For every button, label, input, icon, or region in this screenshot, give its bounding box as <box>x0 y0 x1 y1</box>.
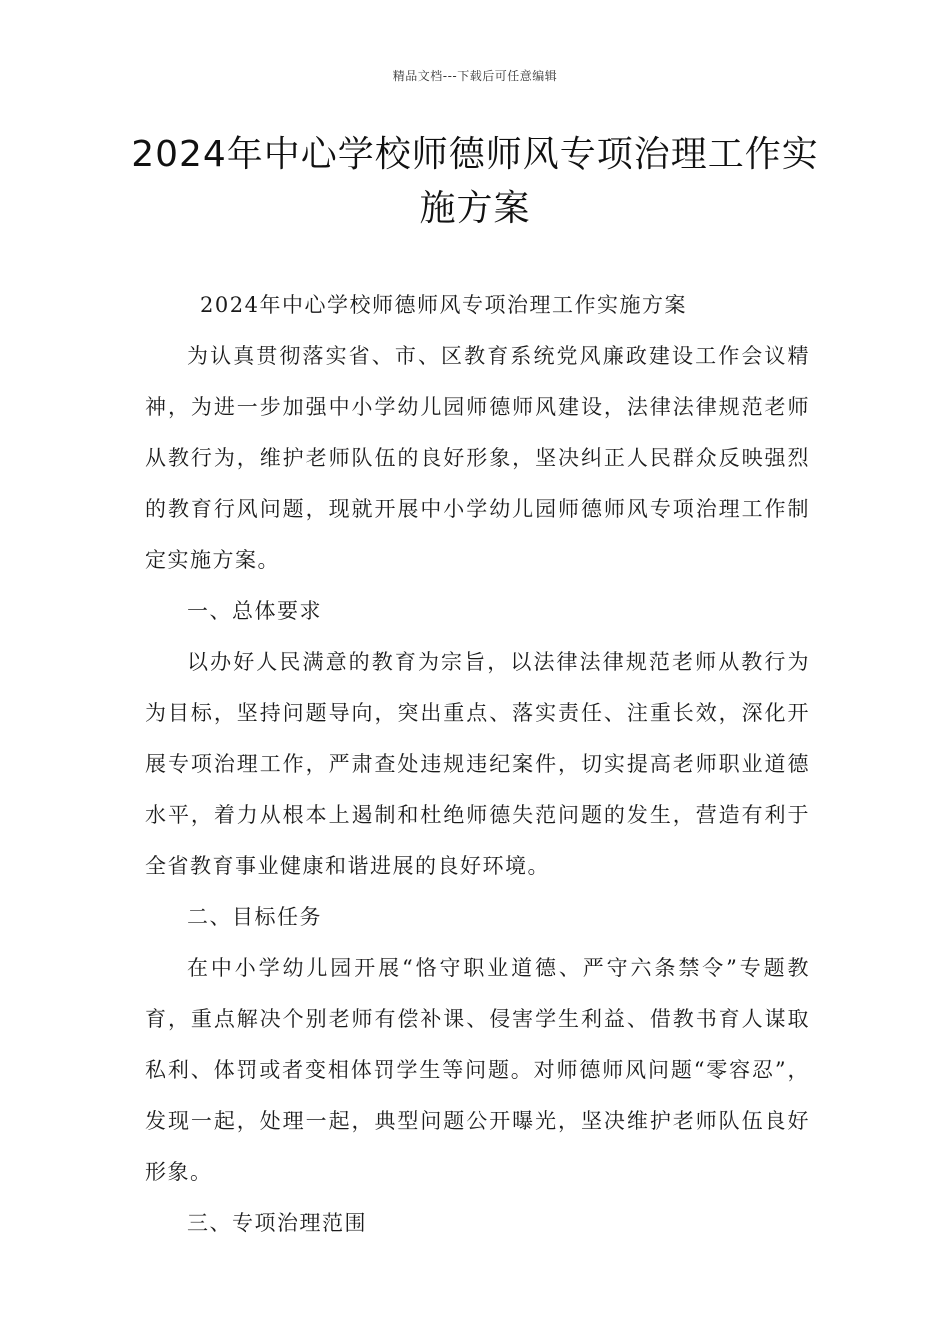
document-subtitle: 2024年中心学校师德师风专项治理工作实施方案 <box>200 293 687 317</box>
section-heading-3: 三、专项治理范围 <box>187 1211 367 1235</box>
document-title: 2024年中心学校师德师风专项治理工作实施方案 <box>131 134 819 229</box>
section-heading-2: 二、目标任务 <box>187 905 322 929</box>
paragraph-general-requirements: 以办好人民满意的教育为宗旨，以法律法律规范老师从教行为为目标，坚持问题导向，突出重点、落实责任、注重长效，深化开展专项治理工作，严肃查处违规违纪案件，切实提高老师职业道德水平，着力从根本上遏制和杜绝师德失范问题的发生，营造有利于全省教育事业健康和谐进展的良好环境。 <box>145 650 810 878</box>
section-heading-1: 一、总体要求 <box>187 599 322 623</box>
header-note: 精品文档---下载后可任意编辑 <box>392 69 558 83</box>
paragraph-intro: 为认真贯彻落实省、市、区教育系统党风廉政建设工作会议精神，为进一步加强中小学幼儿园师德师风建设，法律法律规范老师从教行为，维护老师队伍的良好形象，坚决纠正人民群众反映强烈的教育行风问题，现就开展中小学幼儿园师德师风专项治理工作制定实施方案。 <box>145 344 810 572</box>
paragraph-goals-tasks: 在中小学幼儿园开展“恪守职业道德、严守六条禁令”专题教育，重点解决个别老师有偿补课、侵害学生利益、借教书育人谋取私利、体罚或者变相体罚学生等问题。对师德师风问题“零容忍”，发现一起，处理一起，典型问题公开曝光，坚决维护老师队伍良好形象。 <box>145 956 810 1184</box>
document-body <box>145 280 810 1249</box>
